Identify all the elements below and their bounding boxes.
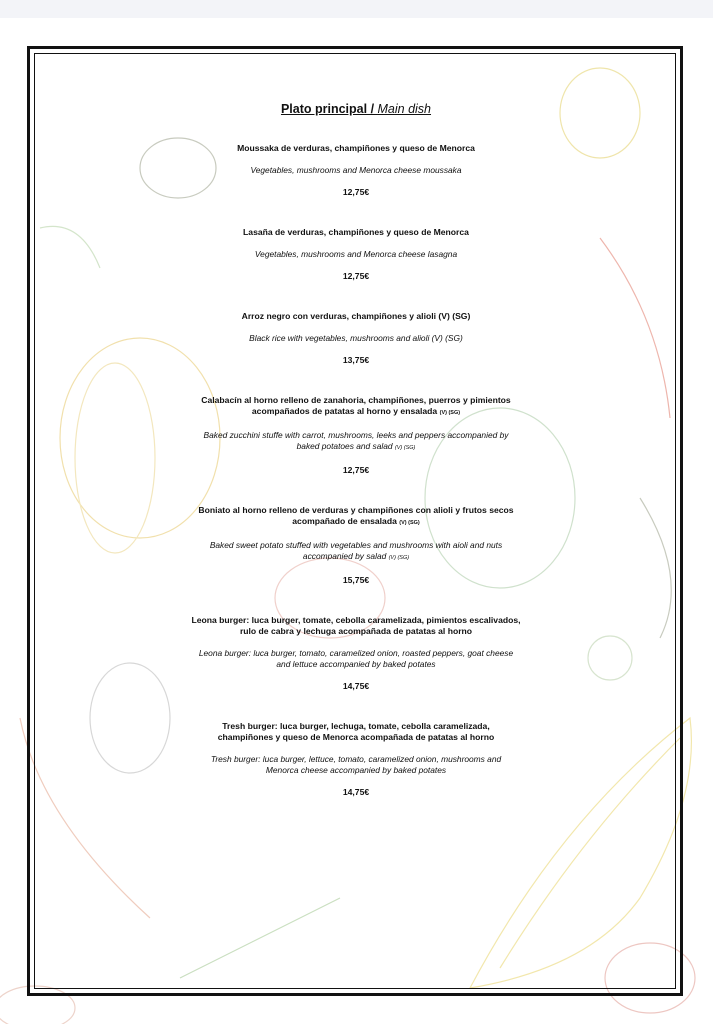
dish-name-en-line2 <box>40 551 672 564</box>
dish-name-es-text: acompañado de ensalada <box>292 516 400 526</box>
menu-content <box>40 102 672 798</box>
dish-name-en <box>40 540 672 564</box>
dish-name-es-line1: Tresh burger: luca burger, lechuga, tomate, cebolla caramelizada, <box>222 721 490 731</box>
dish-name-es <box>40 721 672 743</box>
dish-name-en: Vegetables, mushrooms and Menorca cheese lasagna <box>254 249 458 259</box>
dish-name-es-text: acompañados de patatas al horno y ensalada <box>251 406 440 416</box>
heading-en: Main dish <box>377 102 432 116</box>
dish-name-en <box>40 648 672 670</box>
dish-price: 12,75€ <box>342 271 370 281</box>
dish-item <box>40 143 672 198</box>
dish-name-en-line1: Leona burger: luca burger, tomato, caramelized onion, roasted peppers, goat cheese <box>198 648 514 658</box>
dish-name-en-line1: Baked sweet potato stuffed with vegetables and mushrooms with aioli and nuts <box>209 540 503 550</box>
dish-name-en: Vegetables, mushrooms and Menorca cheese moussaka <box>250 165 462 175</box>
dish-name-es <box>40 615 672 637</box>
dish-name-es: Lasaña de verduras, champiñones y queso de Menorca <box>243 227 469 237</box>
dish-name-es-line1: Boniato al horno relleno de verduras y champiñones con alioli y frutos secos <box>198 505 514 515</box>
dish-price: 15,75€ <box>342 575 370 585</box>
top-bar <box>0 0 713 18</box>
dish-name-es-line2 <box>40 406 672 419</box>
diet-tag: (V) (SG) <box>399 520 420 526</box>
dish-item <box>40 395 672 476</box>
dish-name-en-line2: and lettuce accompanied by baked potates <box>276 659 436 669</box>
dish-price: 14,75€ <box>342 681 370 691</box>
heading-es: Plato principal / <box>280 102 378 116</box>
dish-name-en <box>40 754 672 776</box>
dish-name-es-line2 <box>40 516 672 529</box>
dish-name-en-line1: Tresh burger: luca burger, lettuce, tomato, caramelized onion, mushrooms and <box>210 754 502 764</box>
dish-name-en: Black rice with vegetables, mushrooms and alioli (V) (SG) <box>249 333 463 343</box>
dish-name-en-text: baked potatoes and salad <box>296 441 395 451</box>
dish-name-es-line1: Leona burger: luca burger, tomate, cebolla caramelizada, pimientos escalivados, <box>191 615 521 625</box>
dish-price: 12,75€ <box>342 465 370 475</box>
dish-name-en-line2: Menorca cheese accompanied by baked potates <box>265 765 447 775</box>
dish-name-es: Moussaka de verduras, champiñones y queso de Menorca <box>237 143 475 153</box>
dish-item <box>40 721 672 798</box>
dish-price: 14,75€ <box>342 787 370 797</box>
diet-tag: (V) (SG) <box>394 445 416 451</box>
dish-name-es <box>40 505 672 529</box>
dish-name-en-text: accompanied by salad <box>302 551 389 561</box>
dish-name-es: Arroz negro con verduras, champiñones y alioli (V) (SG) <box>241 311 471 321</box>
dish-name-es-line2: champiñones y queso de Menorca acompañada de patatas al horno <box>217 732 495 742</box>
section-heading <box>40 102 672 116</box>
dish-item <box>40 505 672 586</box>
dish-name-en-line2 <box>40 441 672 454</box>
diet-tag: (V) (SG) <box>388 555 410 561</box>
dish-name-en-line1: Baked zucchini stuffe with carrot, mushrooms, leeks and peppers accompanied by <box>203 430 509 440</box>
dish-item <box>40 615 672 692</box>
dish-name-es <box>40 395 672 419</box>
dish-item <box>40 311 672 366</box>
dish-name-es-line1: Calabacín al horno relleno de zanahoria, champiñones, puerros y pimientos <box>201 395 511 405</box>
dish-item <box>40 227 672 282</box>
dish-name-es-line2: rulo de cabra y lechuga acompañada de patatas al horno <box>239 626 473 636</box>
dish-name-en <box>40 430 672 454</box>
dish-price: 13,75€ <box>342 355 370 365</box>
dish-price: 12,75€ <box>342 187 370 197</box>
diet-tag: (V) (SG) <box>439 410 461 416</box>
